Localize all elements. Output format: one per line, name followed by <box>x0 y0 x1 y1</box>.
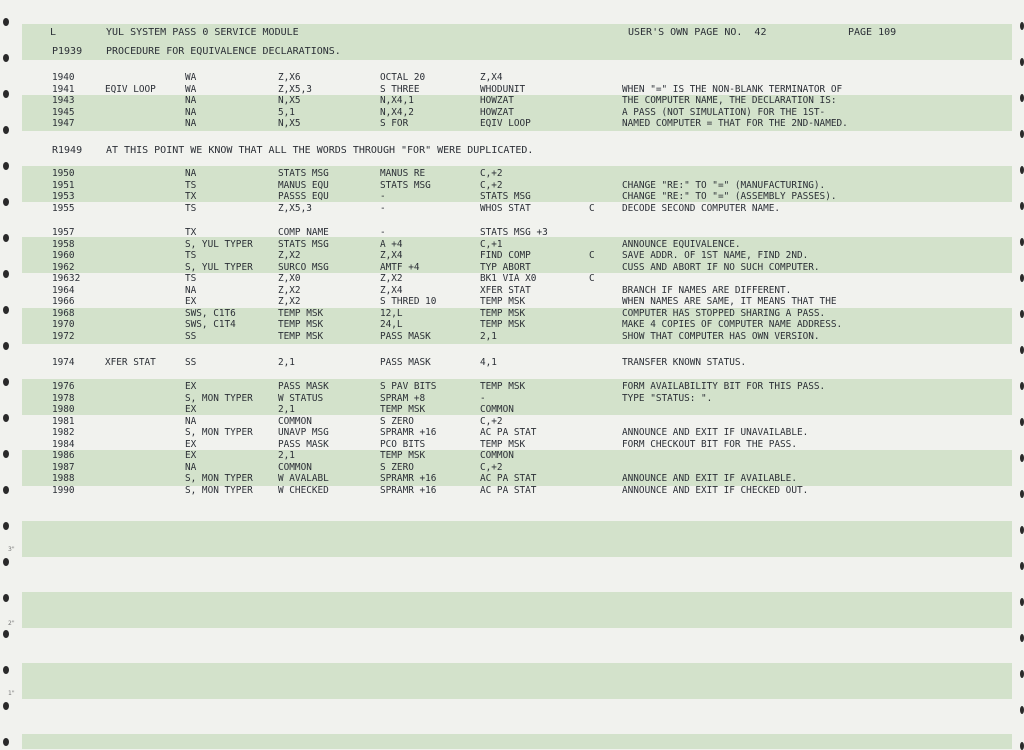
operand-2: Z,X4 <box>380 284 403 296</box>
operand-3: TEMP MSK <box>480 438 526 450</box>
operand-3: WHODUNIT <box>480 83 526 95</box>
operation: WA <box>185 72 197 83</box>
listing-row <box>0 331 1024 343</box>
listing-row <box>0 285 1024 297</box>
sprocket-hole <box>1020 706 1024 714</box>
flag: C <box>589 202 595 214</box>
operation: TS <box>185 179 197 191</box>
operand-1: STATS MSG <box>278 168 329 179</box>
operand-1: SURCO MSG <box>278 261 329 273</box>
procedure-line <box>0 46 1024 58</box>
operation: NA <box>185 106 197 118</box>
operand-2: TEMP MSK <box>380 450 426 461</box>
line-number: 1981 <box>52 415 75 427</box>
operand-3: COMMON <box>480 450 514 461</box>
comment: WHEN "=" IS THE NON-BLANK TERMINATOR OF <box>622 83 843 95</box>
ruler-mark: 1" <box>8 690 15 697</box>
header-page-number: PAGE 109 <box>848 27 897 38</box>
operand-3: C,+1 <box>480 238 503 250</box>
header-line <box>0 27 1024 39</box>
location-tag: XFER STAT <box>105 357 156 368</box>
comment: BRANCH IF NAMES ARE DIFFERENT. <box>622 284 792 296</box>
operation: EX <box>185 450 197 461</box>
operand-2: Z,X4 <box>380 250 403 261</box>
operand-2: Z,X2 <box>380 273 403 284</box>
line-number: 1947 <box>52 118 75 129</box>
operation: S, MON TYPER <box>185 392 253 404</box>
operand-2: N,X4,2 <box>380 106 414 118</box>
location-tag: EQIV LOOP <box>105 83 156 95</box>
operand-2: SPRAMR +16 <box>380 427 437 438</box>
operand-1: 2,1 <box>278 404 295 415</box>
operation: EX <box>185 381 197 392</box>
sprocket-hole <box>1020 526 1024 534</box>
operation: NA <box>185 415 197 427</box>
line-number: 1980 <box>52 404 75 415</box>
remark-label: R1949 <box>52 145 83 156</box>
operand-1: TEMP MSK <box>278 330 324 342</box>
sprocket-hole <box>3 558 9 566</box>
line-number: 1951 <box>52 179 75 191</box>
comment: A PASS (NOT SIMULATION) FOR THE 1ST- <box>622 106 826 118</box>
comment: NAMED COMPUTER = THAT FOR THE 2ND-NAMED. <box>622 118 848 129</box>
operand-1: 2,1 <box>278 357 295 368</box>
operation: S, MON TYPER <box>185 427 253 438</box>
line-number: 1982 <box>52 427 75 438</box>
sprocket-hole <box>1020 562 1024 570</box>
operand-3: BK1 VIA X0 <box>480 273 537 284</box>
operation: NA <box>185 95 197 106</box>
line-number: 1990 <box>52 484 75 496</box>
operand-1: MANUS EQU <box>278 179 329 191</box>
comment: FORM AVAILABILITY BIT FOR THIS PASS. <box>622 381 826 392</box>
operand-1: 5,1 <box>278 106 295 118</box>
operand-1: TEMP MSK <box>278 307 324 319</box>
listing-row <box>0 473 1024 485</box>
listing-row <box>0 84 1024 96</box>
sprocket-hole <box>1020 598 1024 606</box>
sprocket-hole <box>3 522 9 530</box>
operand-1: 2,1 <box>278 450 295 461</box>
operation: TX <box>185 227 197 238</box>
operand-2: MANUS RE <box>380 168 426 179</box>
operation: SS <box>185 330 197 342</box>
operand-2: N,X4,1 <box>380 95 414 106</box>
comment: ANNOUNCE AND EXIT IF CHECKED OUT. <box>622 484 809 496</box>
operand-3: HOWZAT <box>480 95 514 106</box>
listing-row <box>0 203 1024 215</box>
operand-2: PASS MASK <box>380 330 431 342</box>
line-number: 1955 <box>52 202 75 214</box>
sprocket-hole <box>1020 634 1024 642</box>
comment: CHANGE "RE:" TO "=" (ASSEMBLY PASSES). <box>622 191 837 202</box>
operand-2: S THREE <box>380 83 420 95</box>
operand-2: PASS MASK <box>380 357 431 368</box>
operand-2: S THRED 10 <box>380 296 437 307</box>
operation: NA <box>185 118 197 129</box>
comment: WHEN NAMES ARE SAME, IT MEANS THAT THE <box>622 296 837 307</box>
operand-2: SPRAMR +16 <box>380 484 437 496</box>
sprocket-hole <box>1020 346 1024 354</box>
operand-1: Z,X2 <box>278 296 301 307</box>
listing-row <box>0 319 1024 331</box>
listing-row <box>0 191 1024 203</box>
line-number: 1966 <box>52 296 75 307</box>
operand-3: COMMON <box>480 404 514 415</box>
listing-row <box>0 404 1024 416</box>
listing-row <box>0 107 1024 119</box>
listing-row <box>0 262 1024 274</box>
comment: THE COMPUTER NAME, THE DECLARATION IS: <box>622 95 837 106</box>
operand-1: PASS MASK <box>278 438 329 450</box>
line-number: 1974 <box>52 357 75 368</box>
listing-row <box>0 273 1024 285</box>
operand-2: - <box>380 227 386 238</box>
operand-3: AC PA STAT <box>480 484 537 496</box>
line-number: 1940 <box>52 72 75 83</box>
operation: TS <box>185 273 197 284</box>
operand-2: SPRAMR +16 <box>380 473 437 484</box>
operand-3: XFER STAT <box>480 284 531 296</box>
comment: CHANGE "RE:" TO "=" (MANUFACTURING). <box>622 179 826 191</box>
operand-2: S ZERO <box>380 415 414 427</box>
operand-1: Z,X5,3 <box>278 202 312 214</box>
operand-3: FIND COMP <box>480 250 531 261</box>
listing-row <box>0 357 1024 369</box>
line-number: 1968 <box>52 307 75 319</box>
flag: C <box>589 273 595 284</box>
operand-1: W AVALABL <box>278 473 329 484</box>
line-number: 1976 <box>52 381 75 392</box>
line-number: 1970 <box>52 319 75 330</box>
operand-1: N,X5 <box>278 95 301 106</box>
operand-1: Z,X6 <box>278 72 301 83</box>
operand-2: - <box>380 191 386 202</box>
operand-1: COMP NAME <box>278 227 329 238</box>
sprocket-hole <box>1020 130 1024 138</box>
comment: DECODE SECOND COMPUTER NAME. <box>622 202 781 214</box>
operation: S, MON TYPER <box>185 473 253 484</box>
operation: SS <box>185 357 197 368</box>
operand-3: HOWZAT <box>480 106 514 118</box>
operand-3: STATS MSG <box>480 191 531 202</box>
listing-row <box>0 250 1024 262</box>
operand-3: TEMP MSK <box>480 381 526 392</box>
remark-line <box>0 145 1024 157</box>
operand-2: S ZERO <box>380 461 414 473</box>
operand-3: TEMP MSK <box>480 296 526 307</box>
paper-band <box>22 521 1012 557</box>
listing-row <box>0 180 1024 192</box>
paper-band <box>22 592 1012 628</box>
operation: NA <box>185 284 197 296</box>
line-number: 1953 <box>52 191 75 202</box>
operand-1: N,X5 <box>278 118 301 129</box>
sprocket-hole <box>3 702 9 710</box>
remark-text: AT THIS POINT WE KNOW THAT ALL THE WORDS THROUGH "FOR" WERE DUPLICATED. <box>106 145 534 156</box>
listing-row <box>0 450 1024 462</box>
operand-2: STATS MSG <box>380 179 431 191</box>
procedure-label: P1939 <box>52 46 83 57</box>
line-number: 1950 <box>52 168 75 179</box>
listing-row <box>0 95 1024 107</box>
operation: EX <box>185 296 197 307</box>
operation: SWS, C1T6 <box>185 307 236 319</box>
operation: WA <box>185 83 197 95</box>
operand-3: TYP ABORT <box>480 261 531 273</box>
operand-1: PASS MASK <box>278 381 329 392</box>
operand-3: AC PA STAT <box>480 427 537 438</box>
operand-3: - <box>480 392 486 404</box>
sprocket-hole <box>3 666 9 674</box>
listing-row <box>0 416 1024 428</box>
operation: S, YUL TYPER <box>185 238 253 250</box>
comment: SAVE ADDR. OF 1ST NAME, FIND 2ND. <box>622 250 809 261</box>
operand-1: STATS MSG <box>278 238 329 250</box>
ruler-mark: 2" <box>8 620 15 627</box>
listing-row <box>0 168 1024 180</box>
operation: TX <box>185 191 197 202</box>
operand-3: Z,X4 <box>480 72 503 83</box>
flag: C <box>589 250 595 261</box>
listing-row <box>0 308 1024 320</box>
listing-row <box>0 393 1024 405</box>
comment: ANNOUNCE AND EXIT IF AVAILABLE. <box>622 473 797 484</box>
line-number: 1986 <box>52 450 75 461</box>
operation: TS <box>185 202 197 214</box>
line-number: 1972 <box>52 330 75 342</box>
operand-2: OCTAL 20 <box>380 72 426 83</box>
listing-row <box>0 296 1024 308</box>
operand-2: - <box>380 202 386 214</box>
operand-3: C,+2 <box>480 461 503 473</box>
operand-2: TEMP MSK <box>380 404 426 415</box>
paper-band <box>22 663 1012 699</box>
operand-3: TEMP MSK <box>480 307 526 319</box>
operation: TS <box>185 250 197 261</box>
operation: NA <box>185 168 197 179</box>
operand-1: COMMON <box>278 415 312 427</box>
operand-2: S FOR <box>380 118 409 129</box>
sprocket-hole <box>1020 58 1024 66</box>
ruler-mark: 3" <box>8 546 15 553</box>
operand-2: SPRAM +8 <box>380 392 426 404</box>
operation: SWS, C1T4 <box>185 319 236 330</box>
operand-2: S PAV BITS <box>380 381 437 392</box>
operand-2: 12,L <box>380 307 403 319</box>
sprocket-hole <box>3 342 9 350</box>
listing-row <box>0 239 1024 251</box>
operation: EX <box>185 438 197 450</box>
operand-1: Z,X5,3 <box>278 83 312 95</box>
listing-row <box>0 427 1024 439</box>
operand-3: 2,1 <box>480 330 497 342</box>
operand-3: TEMP MSK <box>480 319 526 330</box>
line-number: 1984 <box>52 438 75 450</box>
listing-row <box>0 485 1024 497</box>
line-number: 1958 <box>52 238 75 250</box>
operand-3: 4,1 <box>480 357 497 368</box>
operation: S, YUL TYPER <box>185 261 253 273</box>
header-title: YUL SYSTEM PASS 0 SERVICE MODULE <box>106 27 299 38</box>
line-number: 1945 <box>52 106 75 118</box>
listing-row <box>0 439 1024 451</box>
operand-1: W CHECKED <box>278 484 329 496</box>
operand-3: EQIV LOOP <box>480 118 531 129</box>
operand-3: WHOS STAT <box>480 202 531 214</box>
line-number: 1987 <box>52 461 75 473</box>
sprocket-hole <box>1020 670 1024 678</box>
operation: NA <box>185 461 197 473</box>
operand-2: PCO BITS <box>380 438 426 450</box>
operand-2: A +4 <box>380 238 403 250</box>
sprocket-hole <box>3 738 9 746</box>
comment: TYPE "STATUS: ". <box>622 392 713 404</box>
comment: COMPUTER HAS STOPPED SHARING A PASS. <box>622 307 826 319</box>
listing-row <box>0 118 1024 130</box>
operand-1: COMMON <box>278 461 312 473</box>
operand-1: TEMP MSK <box>278 319 324 330</box>
operand-1: W STATUS <box>278 392 324 404</box>
comment: CUSS AND ABORT IF NO SUCH COMPUTER. <box>622 261 820 273</box>
listing-row <box>0 462 1024 474</box>
listing-row <box>0 227 1024 239</box>
line-number: 1962 <box>52 261 75 273</box>
line-number: 19632 <box>52 273 81 284</box>
line-number: 1957 <box>52 227 75 238</box>
comment: SHOW THAT COMPUTER HAS OWN VERSION. <box>622 330 820 342</box>
procedure-text: PROCEDURE FOR EQUIVALENCE DECLARATIONS. <box>106 46 341 57</box>
operand-2: 24,L <box>380 319 403 330</box>
listing-row <box>0 381 1024 393</box>
operand-3: C,+2 <box>480 168 503 179</box>
operand-1: UNAVP MSG <box>278 427 329 438</box>
operation: EX <box>185 404 197 415</box>
operand-3: AC PA STAT <box>480 473 537 484</box>
comment: ANNOUNCE EQUIVALENCE. <box>622 238 741 250</box>
header-owner-page: USER'S OWN PAGE NO. 42 <box>628 27 767 38</box>
operation: S, MON TYPER <box>185 484 253 496</box>
comment: MAKE 4 COPIES OF COMPUTER NAME ADDRESS. <box>622 319 843 330</box>
header-marker: L <box>50 27 57 38</box>
line-number: 1960 <box>52 250 75 261</box>
line-number: 1943 <box>52 95 75 106</box>
comment: ANNOUNCE AND EXIT IF UNAVAILABLE. <box>622 427 809 438</box>
operand-3: C,+2 <box>480 179 503 191</box>
operand-3: STATS MSG +3 <box>480 227 548 238</box>
listing-row <box>0 72 1024 84</box>
line-number: 1978 <box>52 392 75 404</box>
operand-1: Z,X2 <box>278 250 301 261</box>
sprocket-hole <box>3 594 9 602</box>
line-number: 1941 <box>52 83 75 95</box>
comment: FORM CHECKOUT BIT FOR THE PASS. <box>622 438 797 450</box>
paper-band <box>22 734 1012 749</box>
line-number: 1964 <box>52 284 75 296</box>
sprocket-hole <box>3 630 9 638</box>
operand-2: AMTF +4 <box>380 261 420 273</box>
comment: TRANSFER KNOWN STATUS. <box>622 357 747 368</box>
operand-1: Z,X0 <box>278 273 301 284</box>
operand-1: PASSS EQU <box>278 191 329 202</box>
operand-1: Z,X2 <box>278 284 301 296</box>
operand-3: C,+2 <box>480 415 503 427</box>
line-number: 1988 <box>52 473 75 484</box>
sprocket-hole <box>3 18 9 26</box>
